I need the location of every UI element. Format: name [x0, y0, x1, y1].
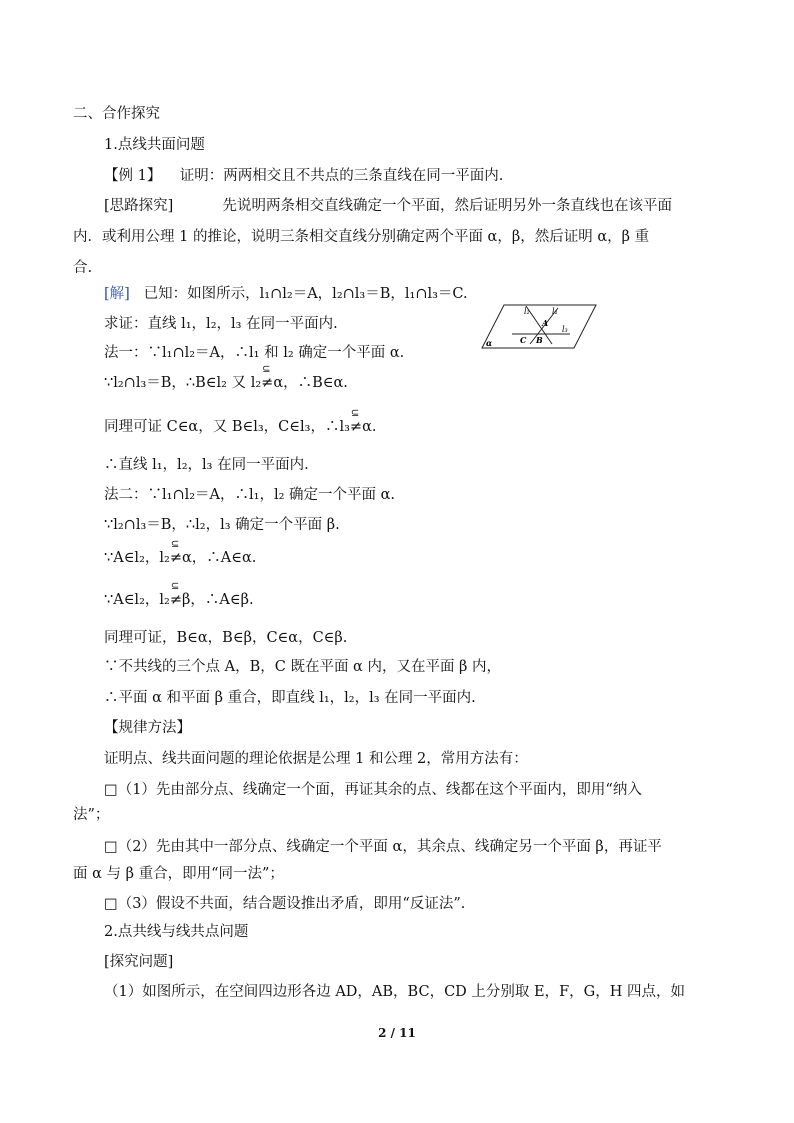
method1-line-2-text: ∵l₂∩l₃＝B，∴B∈l₂ 又 l₂	[104, 375, 262, 391]
method1-line-3	[104, 408, 377, 437]
example-text: 证明：两两相交且不共点的三条直线在同一平面内.	[179, 168, 504, 184]
method1-line-1: 法一：∵l₁∩l₂＝A，∴l₁ 和 l₂ 确定一个平面 α.	[104, 345, 405, 361]
subsection-title-2: 2.点共线与线共点问题	[104, 924, 249, 940]
label-l1: l₁	[552, 307, 558, 316]
solution-given	[104, 284, 468, 304]
example-line	[104, 166, 503, 186]
method2-line-3	[104, 539, 257, 568]
explore-tag: [探究问题]	[104, 954, 174, 970]
method2-line-1: 法二：∵l₁∩l₂＝A，∴l₁，l₂ 确定一个平面 α.	[104, 487, 396, 503]
method2-line-4-tail: β，∴A∈β.	[182, 592, 254, 608]
method2-line-3-tail: α，∴A∈α.	[182, 550, 257, 566]
method1-line-3-text: 同理可证 C∈α，又 B∈l₃，C∈l₃，∴l₃	[104, 419, 350, 435]
method2-line-3-text: ∵A∈l₂，l₂	[104, 550, 170, 566]
method2-line-5: 同理可证，B∈α，B∈β，C∈α，C∈β.	[104, 630, 348, 646]
method2-line-4-text: ∵A∈l₂，l₂	[104, 592, 170, 608]
subsetneq-symbol: ⊆ ≠	[169, 581, 182, 608]
analysis-line-2: 内．或利用公理 1 的推论，说明三条相交直线分别确定两个平面 α，β，然后证明 α，β 重	[73, 229, 650, 245]
method2-line-2: ∵l₂∩l₃＝B，∴l₂，l₃ 确定一个平面 β.	[104, 517, 340, 533]
rules-tag: 【规律方法】	[104, 720, 191, 736]
subsetneq-symbol: ⊆ ≠	[349, 408, 363, 435]
method2-line-6: ∵不共线的三个点 A，B，C 既在平面 α 内，又在平面 β 内，	[104, 659, 502, 675]
rule-2-line-b: 面 α 与 β 重合，即用“同一法”；	[73, 866, 284, 882]
label-l3: l₃	[562, 325, 568, 334]
rules-intro: 证明点、线共面问题的理论依据是公理 1 和公理 2，常用方法有：	[104, 751, 528, 767]
rule-2-line-a: □（2）先由其中一部分点、线确定一个平面 α，其余点、线确定另一个平面 β，再证平	[104, 839, 662, 855]
label-C: C	[520, 335, 527, 345]
method2-line-7: ∴平面 α 和平面 β 重合，即直线 l₁，l₂，l₃ 在同一平面内.	[104, 690, 476, 706]
label-A: A	[542, 318, 549, 328]
label-B: B	[536, 335, 543, 345]
given-text: 已知：如图所示，l₁∩l₂＝A，l₂∩l₃＝B，l₁∩l₃＝C.	[143, 286, 468, 302]
label-alpha: α	[486, 338, 493, 348]
example-tag: 【例 1】	[104, 168, 162, 184]
subsection-title-1: 1.点线共面问题	[104, 137, 205, 153]
method1-line-2	[104, 364, 348, 393]
method1-line-3-tail: α.	[362, 419, 377, 435]
analysis-line-1	[104, 196, 672, 216]
analysis-tag: [思路探究]	[104, 198, 174, 214]
figure-planes	[478, 300, 602, 352]
section-title: 二、合作探究	[73, 106, 160, 122]
method2-line-4	[104, 581, 254, 610]
analysis-text-1: 先说明两条相交直线确定一个平面，然后证明另外一条直线也在该平面	[222, 198, 673, 214]
subsetneq-symbol: ⊆ ≠	[169, 539, 182, 566]
method1-line-2-tail: α，∴B∈α.	[273, 375, 348, 391]
rule-3: □（3）假设不共面，结合题设推出矛盾，即用“反证法”.	[104, 896, 466, 912]
solution-tag: [解]	[104, 286, 130, 302]
rule-1-line-a: □（1）先由部分点、线确定一个面，再证其余的点、线都在这个平面内，即用“纳入	[104, 782, 642, 798]
explore-question-1: （1）如图所示，在空间四边形各边 AD，AB，BC，CD 上分别取 E，F，G，H 四点，如	[104, 984, 685, 1000]
rule-1-line-b: 法”；	[73, 807, 110, 823]
label-l2: l₂	[524, 307, 530, 316]
method1-line-4: ∴直线 l₁，l₂，l₃ 在同一平面内.	[104, 457, 309, 473]
analysis-line-3: 合.	[73, 260, 93, 276]
page-number: 2 / 11	[378, 1026, 416, 1040]
subsetneq-symbol: ⊆ ≠	[261, 364, 274, 391]
prove-line: 求证：直线 l₁，l₂，l₃ 在同一平面内.	[104, 316, 338, 332]
